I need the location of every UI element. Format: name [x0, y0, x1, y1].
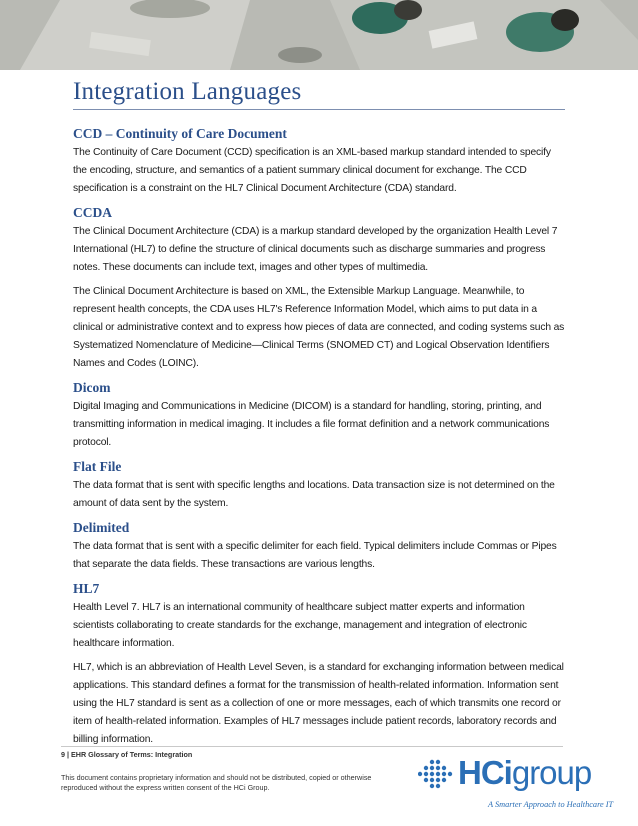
dot-cross-icon [418, 758, 458, 794]
section-heading: HL7 [73, 581, 100, 596]
footer-divider [61, 746, 563, 747]
logo-wordmark [458, 754, 591, 792]
section-paragraph: Digital Imaging and Communications in Medicine (DICOM) is a standard for handling, storing, printing, and transmitting information in medical imaging. It includes a file format definition and a network communications protocol. [73, 401, 550, 448]
logo-wordmark-hci: HCi [458, 754, 512, 791]
document-body [73, 126, 567, 756]
section-flat-file [73, 459, 567, 513]
logo-tagline: A Smarter Approach to Healthcare IT [488, 800, 614, 809]
header-photo-art [0, 0, 638, 70]
header-photo [0, 0, 638, 70]
page-title: Integration Languages [73, 78, 302, 105]
section-heading: CCDA [73, 205, 112, 220]
section-paragraph: The Clinical Document Architecture is based on XML, the Extensible Markup Language. Meanwhile, to represent health concepts, the CDA uses HL7's Reference Information Model, which aims to put data in a clinical or administrative context and to express how pieces of data are connected, and coding systems such as Systematized Nomenclature of Medicine—Clinical Terms (SNOMED CT) and Logical Observation Identifiers Names and Codes (LOINC). [73, 286, 565, 369]
section-ccda [73, 205, 567, 373]
section-paragraph: The Continuity of Care Document (CCD) specification is an XML-based markup standard intended to specify the encoding, structure, and semantics of a patient summary clinical document for exchange. The CCD specification is a constraint on the HL7 Clinical Document Architecture (CDA) standard. [73, 147, 551, 194]
section-hl7 [73, 581, 567, 749]
section-dicom [73, 380, 567, 452]
section-heading: CCD – Continuity of Care Document [73, 126, 287, 141]
section-delimited [73, 520, 567, 574]
section-paragraph: Health Level 7. HL7 is an international community of healthcare subject matter experts and information scientists collaborating to create standards for the exchange, management and integration of electronic healthcare information. [73, 602, 527, 649]
confidentiality-notice: This document contains proprietary information and should not be distributed, copied or otherwise reproduced without the express written consent of the HCi Group. [61, 773, 372, 792]
section-paragraph: HL7, which is an abbreviation of Health Level Seven, is a standard for exchanging information between medical applications. This standard defines a format for the transmission of health-related information. Information sent using the HL7 standard is sent as a collection of one or more messages, each of which transmits one record or item of health-related information. Examples of HL7 messages include patient records, laboratory records and billing information. [73, 662, 564, 745]
title-divider [73, 109, 565, 110]
section-heading: Dicom [73, 380, 111, 395]
section-paragraph: The Clinical Document Architecture (CDA) is a markup standard developed by the organization Health Level 7 International (HL7) to define the structure of clinical documents such as discharge summaries and progress notes. These documents can include text, images and other types of multimedia. [73, 226, 558, 273]
page-number-info: 9 | EHR Glossary of Terms: Integration [61, 750, 193, 759]
section-heading: Flat File [73, 459, 122, 474]
section-ccd [73, 126, 567, 198]
logo-wordmark-group: group [511, 754, 592, 791]
section-heading: Delimited [73, 520, 130, 535]
section-paragraph: The data format that is sent with a specific delimiter for each field. Typical delimiters include Commas or Pipes that separate the data fields. These transactions are various lengths. [73, 541, 557, 570]
section-paragraph: The data format that is sent with specific lengths and locations. Data transaction size is not determined on the amount of data sent by the system. [73, 480, 555, 509]
